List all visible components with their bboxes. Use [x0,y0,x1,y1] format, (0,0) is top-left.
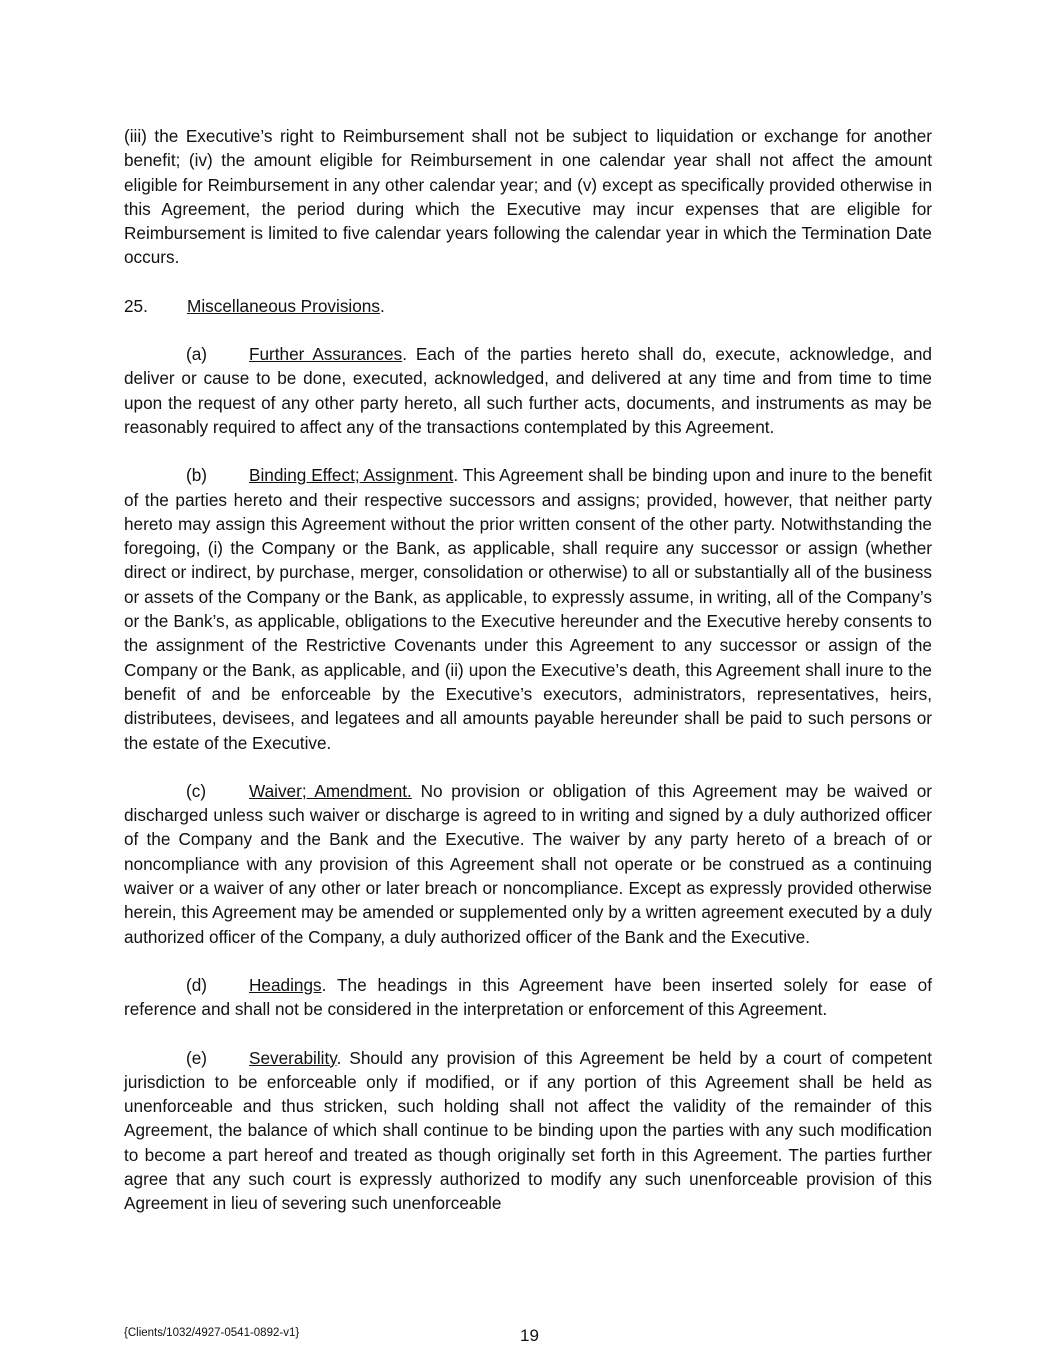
section-title: Miscellaneous Provisions [187,295,380,316]
subsection-body: Should any provision of this Agreement be held by a court of competent jurisdiction to be enforceable only if modified, or if any portion of this Agreement shall be held as unenforceable and thus stricken, such holding shall not affect the validity of the remainder of this Agreement, the balance of which shall continue to be binding upon the parties with any such modification to become a part hereof and treated as though originally set forth in this Agreement. The parties further agree that any such court is expressly authorized to modify any such unenforceable provision of this Agreement in lieu of severing such unenforceable [124,1047,932,1214]
subsection-label: (a) [186,344,208,365]
subsection-body: No provision or obligation of this Agreement may be waived or discharged unless such waiver or discharge is agreed to in writing and signed by a duly authorized officer of the Company and the Bank and the Executive. The waiver by any party hereto of a breach of or noncompliance with any provision of this Agreement shall not operate or be construed as a continuing waiver or a waiver of any other or later breach or noncompliance. Except as expressly provided otherwise herein, this Agreement may be amended or supplemented only by a written agreement executed by a duly authorized officer of the Company, a duly authorized officer of the Bank and the Executive. [124,780,932,947]
subsection-title-suffix: . [321,974,327,995]
section-number: 25. [124,295,148,316]
subsection-title: Severability [249,1047,337,1068]
section-heading [124,294,932,318]
footer-page-number: 19 [520,1326,539,1345]
subsection-body: The headings in this Agreement have been inserted solely for ease of reference and shall not be considered in the interpretation or enforcement of this Agreement. [124,974,932,1020]
footer-document-id: {Clients/1032/4927-0541-0892-v1} [124,1327,300,1339]
subsection-body: Each of the parties hereto shall do, execute, acknowledge, and deliver or cause to be done, executed, acknowledged, and delivered at any time and from time to time upon the request of any other party hereto, all such further acts, documents, and instruments as may be reasonably required to affect any of the transactions contemplated by this Agreement. [124,344,932,437]
subsection-d [124,973,932,1022]
subsection-title-suffix: . [453,465,459,486]
subsection-label: (b) [186,465,208,486]
subsection-label: (e) [186,1047,208,1068]
subsection-c [124,779,932,949]
section-title-suffix: . [379,295,385,316]
subsection-title: Binding Effect; Assignment [249,465,454,486]
subsection-label: (c) [186,780,207,801]
subsection-title: Waiver; Amendment. [249,780,412,801]
subsection-e [124,1046,932,1216]
subsection-title: Headings [249,974,322,995]
subsection-body: This Agreement shall be binding upon and inure to the benefit of the parties hereto and their respective successors and assigns; provided, however, that neither party hereto may assign this Agreement without the prior written consent of the other party. Notwithstanding the foregoing, (i) the Company or the Bank, as applicable, shall require any successor or assign (whether direct or indirect, by purchase, merger, consolidation or otherwise) to all or substantially all of the business or assets of the Company or the Bank, as applicable, to expressly assume, in writing, all of the Company’s or the Bank’s, as applicable, obligations to the Executive hereunder and the Executive hereby consents to the assignment of the Restrictive Covenants under this Agreement to any successor or assign of the Company or the Bank, as applicable, and (ii) upon the Executive’s death, this Agreement shall inure to the benefit of and be enforceable by the Executive’s executors, administrators, representatives, heirs, distributees, devisees, and legatees and all amounts payable hereunder shall be paid to such persons or the estate of the Executive. [124,465,932,753]
subsection-title: Further Assurances [249,344,403,365]
subsection-title-suffix: . [336,1047,342,1068]
subsection-b [124,463,932,755]
document-page [124,124,932,1240]
subsection-a [124,342,932,439]
subsection-label: (d) [186,974,208,995]
subsection-title-suffix: . [402,344,407,365]
intro-paragraph: (iii) the Executive’s right to Reimbursement shall not be subject to liquidation or exchange for another benefit; (iv) the amount eligible for Reimbursement in one calendar year shall not affect the amount eligible for Reimbursement in any other calendar year; and (v) except as specifically provided otherwise in this Agreement, the period during which the Executive may incur expenses that are eligible for Reimbursement is limited to five calendar years following the calendar year in which the Termination Date occurs. [124,126,932,268]
